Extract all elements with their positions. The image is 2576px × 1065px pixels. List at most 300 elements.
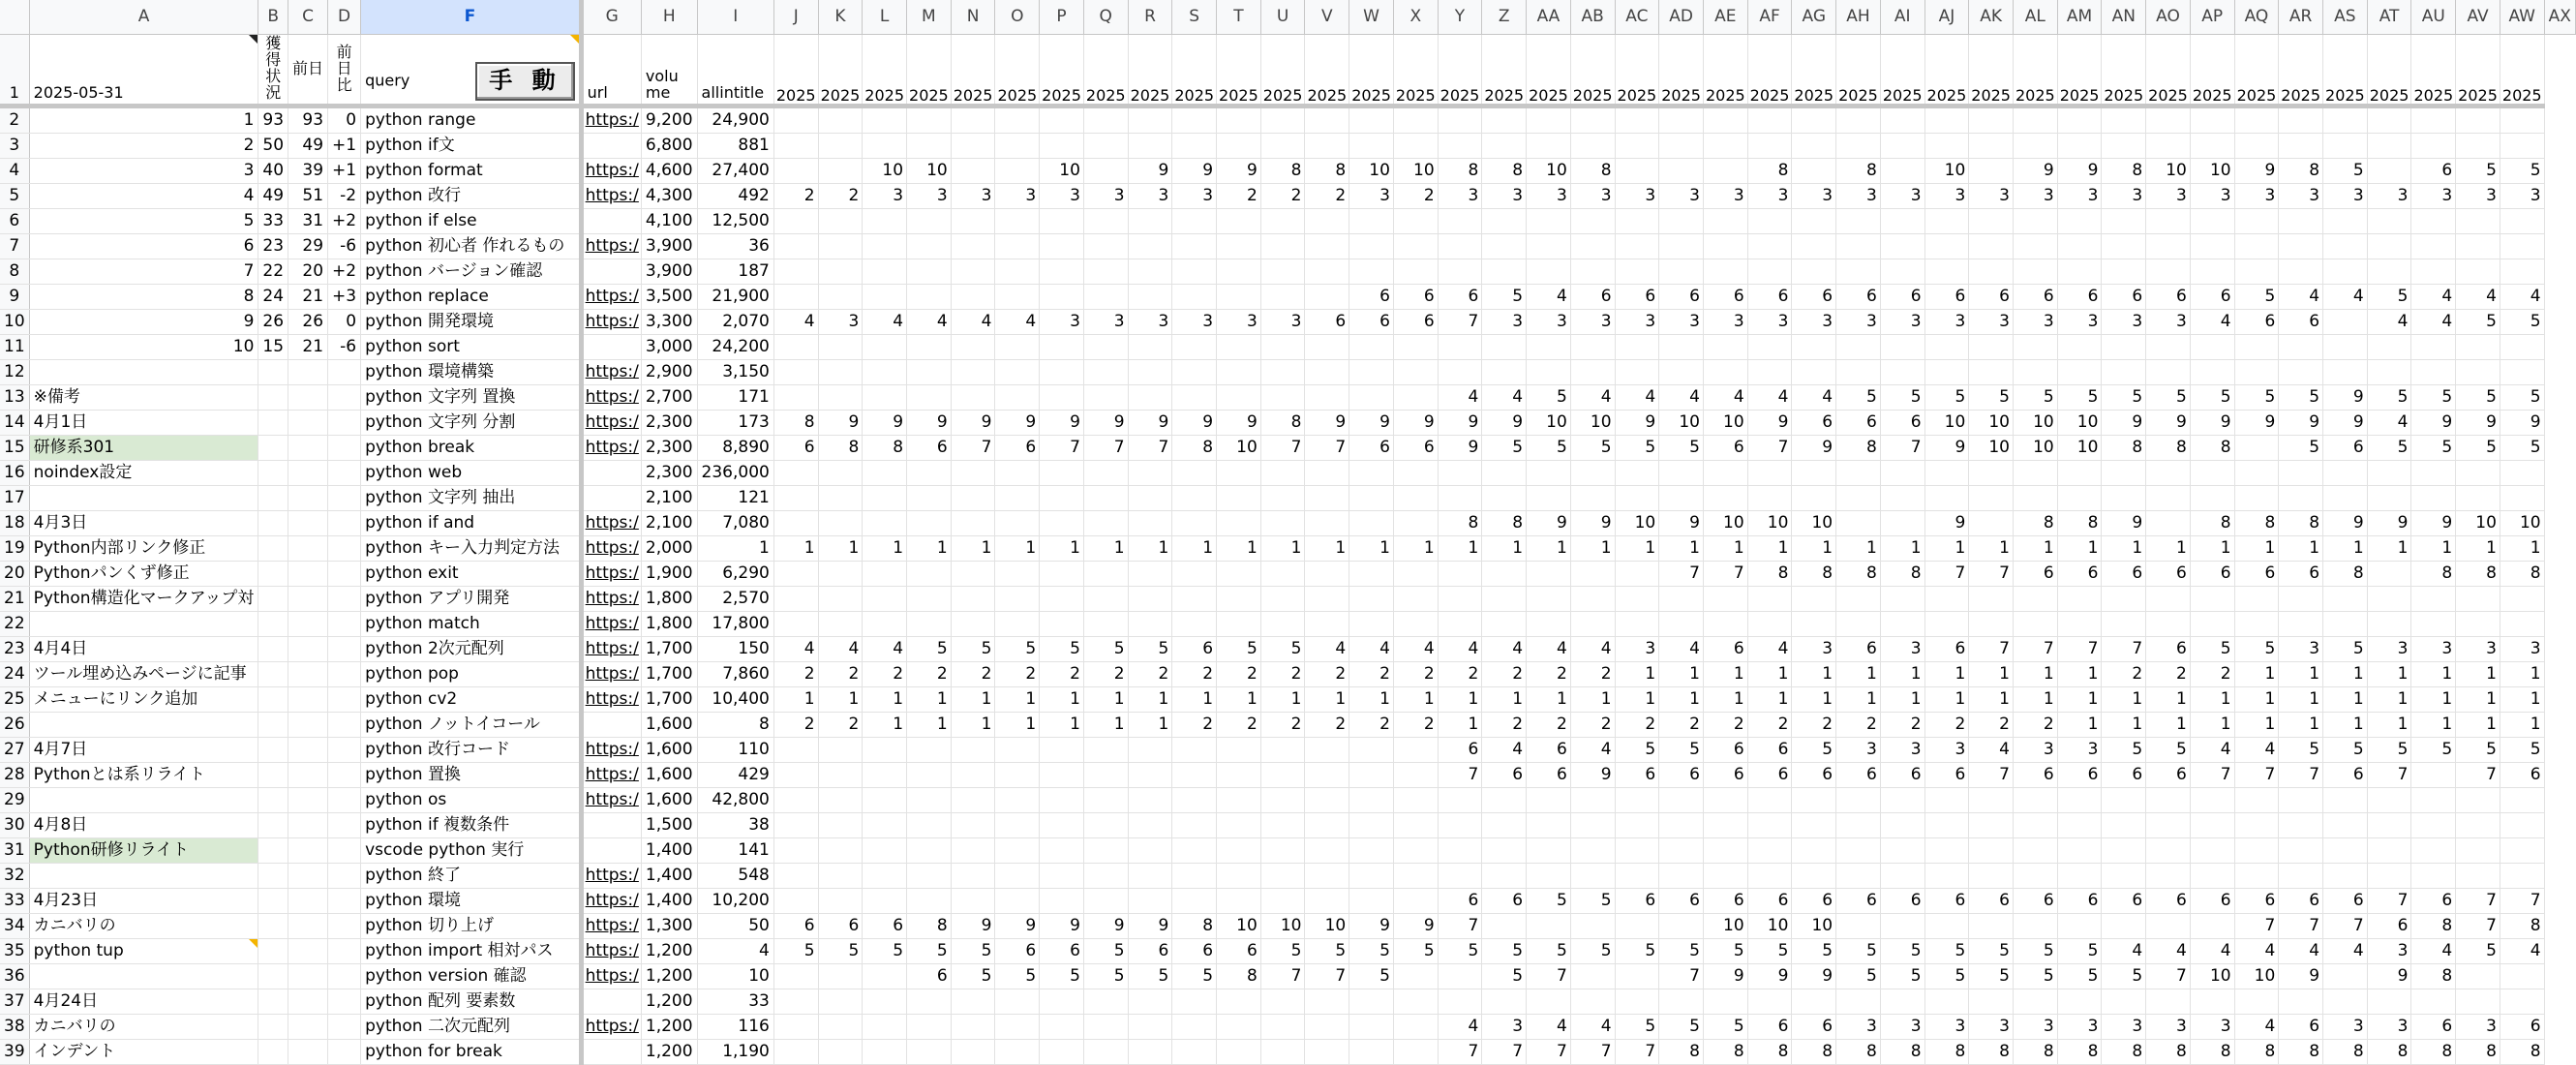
rank-cell[interactable] (1260, 360, 1305, 385)
rank-cell[interactable] (2234, 436, 2279, 461)
url-cell[interactable]: https:/ (581, 662, 641, 687)
rank-cell[interactable] (1924, 989, 1969, 1015)
rank-cell[interactable] (1615, 106, 1659, 134)
rank-cell[interactable] (2013, 360, 2057, 385)
rank-cell[interactable] (1792, 788, 1836, 813)
note-cell[interactable]: 5 (29, 209, 258, 234)
rank-cell[interactable] (907, 486, 952, 511)
rank-cell[interactable]: 5 (2367, 436, 2411, 461)
rank-cell[interactable] (1260, 486, 1305, 511)
rank-cell[interactable]: 2 (2013, 713, 2057, 738)
date-column-header[interactable]: 2025 (1305, 35, 1349, 106)
prev-day-cell[interactable] (288, 989, 328, 1015)
rank-cell[interactable] (1747, 788, 1792, 813)
rank-cell[interactable]: 6 (2279, 562, 2323, 587)
rank-cell[interactable] (1969, 335, 2014, 360)
volume-cell[interactable]: 6,800 (641, 134, 697, 159)
rank-cell[interactable] (2013, 813, 2057, 838)
rank-cell[interactable]: 1 (2190, 713, 2234, 738)
rank-cell[interactable]: 1 (1083, 687, 1128, 713)
column-header-aw[interactable]: AW (2500, 0, 2544, 35)
allintitle-cell[interactable]: 7,860 (697, 662, 773, 687)
rank-cell[interactable]: 9 (2500, 411, 2544, 436)
column-header-ax[interactable]: AX (2544, 0, 2575, 35)
rank-cell[interactable] (1570, 360, 1615, 385)
volume-cell[interactable]: 3,900 (641, 259, 697, 285)
ratio-cell[interactable] (328, 637, 361, 662)
prev-day-cell[interactable]: 29 (288, 234, 328, 259)
row-header[interactable]: 10 (0, 310, 29, 335)
rank-cell[interactable]: 6 (1703, 637, 1747, 662)
rank-cell[interactable] (1880, 360, 1924, 385)
rank-cell[interactable] (2367, 134, 2411, 159)
rank-cell[interactable] (2190, 360, 2234, 385)
rank-cell[interactable] (1615, 788, 1659, 813)
rank-cell[interactable]: 5 (2057, 939, 2102, 964)
rank-cell[interactable]: 1 (1172, 536, 1217, 562)
rank-cell[interactable] (2323, 335, 2368, 360)
column-header-an[interactable]: AN (2102, 0, 2146, 35)
rank-cell[interactable]: 2 (773, 713, 818, 738)
rank-cell[interactable]: 1 (2102, 713, 2146, 738)
rank-cell[interactable]: 6 (2057, 763, 2102, 788)
rank-cell[interactable]: 6 (1836, 763, 1881, 788)
rank-cell[interactable]: 6 (1393, 310, 1438, 335)
url-cell[interactable]: https:/ (581, 184, 641, 209)
allintitle-cell[interactable]: 24,200 (697, 335, 773, 360)
rank-cell[interactable]: 1 (2279, 687, 2323, 713)
rank-cell[interactable] (2500, 461, 2544, 486)
rank-cell[interactable] (2456, 813, 2500, 838)
rank-cell[interactable]: 3 (2013, 184, 2057, 209)
query-cell[interactable]: python 文字列 置換 (361, 385, 582, 411)
rank-cell[interactable]: 8 (773, 411, 818, 436)
volume-cell[interactable]: 3,900 (641, 234, 697, 259)
volume-cell[interactable]: 1,800 (641, 587, 697, 612)
ratio-cell[interactable] (328, 536, 361, 562)
rank-cell[interactable] (818, 1040, 863, 1065)
rank-cell[interactable]: 6 (1349, 285, 1394, 310)
rank-cell[interactable]: 7 (1747, 436, 1792, 461)
rank-cell[interactable] (2102, 788, 2146, 813)
rank-cell[interactable] (2190, 788, 2234, 813)
column-header-ad[interactable]: AD (1659, 0, 1704, 35)
rank-cell[interactable]: 6 (1217, 939, 1261, 964)
rank-cell[interactable]: 9 (2279, 964, 2323, 989)
note-cell[interactable]: 8 (29, 285, 258, 310)
rank-cell[interactable] (2367, 612, 2411, 637)
rank-cell[interactable] (2411, 612, 2456, 637)
rank-cell[interactable] (1570, 209, 1615, 234)
rank-cell[interactable] (951, 486, 995, 511)
rank-cell[interactable] (2146, 259, 2191, 285)
rank-cell[interactable] (1305, 864, 1349, 889)
rank-cell[interactable] (1482, 788, 1527, 813)
rank-cell[interactable] (2013, 612, 2057, 637)
rank-cell[interactable]: 5 (2234, 385, 2279, 411)
rank-cell[interactable]: 7 (951, 436, 995, 461)
rank-cell[interactable] (1393, 511, 1438, 536)
rank-cell[interactable]: 1 (1482, 687, 1527, 713)
rank-cell[interactable]: 1 (1083, 713, 1128, 738)
rank-cell[interactable]: 4 (1570, 637, 1615, 662)
rank-cell[interactable] (2500, 838, 2544, 864)
rank-cell[interactable]: 1 (1969, 687, 2014, 713)
allintitle-cell[interactable]: 110 (697, 738, 773, 763)
column-header-at[interactable]: AT (2367, 0, 2411, 35)
rank-cell[interactable] (1128, 134, 1172, 159)
rank-cell[interactable] (2411, 360, 2456, 385)
rank-cell[interactable] (1128, 335, 1172, 360)
rank-cell[interactable]: 6 (1703, 738, 1747, 763)
rank-cell[interactable]: 1 (1659, 662, 1704, 687)
acquired-header[interactable]: 獲得状況 (258, 35, 288, 106)
rank-cell[interactable] (1924, 587, 1969, 612)
rank-cell[interactable]: 6 (2102, 285, 2146, 310)
column-header-k[interactable]: K (818, 0, 863, 35)
rank-cell[interactable]: 1 (1438, 536, 1482, 562)
rank-cell[interactable]: 9 (995, 914, 1040, 939)
rank-cell[interactable] (1836, 914, 1881, 939)
rank-cell[interactable] (2190, 461, 2234, 486)
volume-cell[interactable]: 2,300 (641, 461, 697, 486)
date-column-header[interactable]: 2025 (818, 35, 863, 106)
allintitle-cell[interactable]: 171 (697, 385, 773, 411)
rank-cell[interactable] (2323, 838, 2368, 864)
volume-cell[interactable]: 2,100 (641, 486, 697, 511)
rank-cell[interactable] (2234, 788, 2279, 813)
rank-cell[interactable] (1747, 335, 1792, 360)
rank-cell[interactable] (907, 813, 952, 838)
rank-cell[interactable] (2411, 209, 2456, 234)
rank-cell[interactable]: 2 (1703, 713, 1747, 738)
rank-cell[interactable] (1217, 106, 1261, 134)
rank-cell[interactable]: 6 (1482, 889, 1527, 914)
rank-cell[interactable] (1924, 864, 1969, 889)
rank-cell[interactable] (1128, 989, 1172, 1015)
rank-cell[interactable]: 5 (1393, 939, 1438, 964)
rank-cell[interactable] (1305, 587, 1349, 612)
rank-cell[interactable]: 5 (2057, 385, 2102, 411)
rank-cell[interactable]: 2 (1305, 713, 1349, 738)
rank-cell[interactable]: 6 (1659, 285, 1704, 310)
rank-cell[interactable]: 3 (1792, 310, 1836, 335)
rank-cell[interactable] (1438, 838, 1482, 864)
allintitle-cell[interactable]: 36 (697, 234, 773, 259)
rank-cell[interactable]: 6 (1747, 889, 1792, 914)
row-header[interactable]: 2 (0, 106, 29, 134)
url-cell[interactable] (581, 209, 641, 234)
rank-cell[interactable] (2057, 587, 2102, 612)
rank-cell[interactable]: 6 (1040, 939, 1084, 964)
rank-cell[interactable] (1172, 335, 1217, 360)
rank-cell[interactable] (1393, 989, 1438, 1015)
rank-cell[interactable] (2279, 486, 2323, 511)
rank-cell[interactable] (1659, 360, 1704, 385)
rank-cell[interactable]: 2 (818, 713, 863, 738)
rank-cell[interactable]: 6 (2279, 889, 2323, 914)
ratio-cell[interactable] (328, 864, 361, 889)
rank-cell[interactable] (1747, 486, 1792, 511)
rank-cell[interactable]: 5 (2367, 385, 2411, 411)
ratio-cell[interactable] (328, 461, 361, 486)
rank-cell[interactable] (863, 1040, 907, 1065)
rank-cell[interactable] (995, 1015, 1040, 1040)
rank-cell[interactable] (907, 838, 952, 864)
prev-day-cell[interactable] (288, 562, 328, 587)
rank-cell[interactable]: 8 (1172, 436, 1217, 461)
ratio-cell[interactable] (328, 713, 361, 738)
rank-cell[interactable]: 7 (2500, 889, 2544, 914)
rank-cell[interactable] (1527, 562, 1571, 587)
url-cell[interactable]: https:/ (581, 864, 641, 889)
rank-cell[interactable] (1527, 461, 1571, 486)
rank-cell[interactable] (2234, 134, 2279, 159)
allintitle-cell[interactable]: 492 (697, 184, 773, 209)
rank-cell[interactable]: 6 (1393, 285, 1438, 310)
date-column-header[interactable]: 2025 (1570, 35, 1615, 106)
rank-cell[interactable] (2102, 360, 2146, 385)
rank-cell[interactable] (1703, 838, 1747, 864)
rank-cell[interactable]: 9 (1527, 511, 1571, 536)
rank-cell[interactable]: 10 (1393, 159, 1438, 184)
rank-cell[interactable] (1083, 1040, 1128, 1065)
rank-cell[interactable]: 7 (1260, 964, 1305, 989)
rank-cell[interactable] (1438, 360, 1482, 385)
rank-cell[interactable] (1747, 134, 1792, 159)
rank-cell[interactable] (2456, 259, 2500, 285)
rank-cell[interactable]: 5 (1349, 939, 1394, 964)
rank-cell[interactable]: 1 (1924, 662, 1969, 687)
rank-cell[interactable] (2102, 989, 2146, 1015)
rank-cell[interactable] (1792, 209, 1836, 234)
rank-cell[interactable]: 5 (1924, 939, 1969, 964)
rank-cell[interactable] (1393, 335, 1438, 360)
acquired-cell[interactable] (258, 687, 288, 713)
date-column-header[interactable]: 2025 (2411, 35, 2456, 106)
rank-cell[interactable]: 1 (2013, 662, 2057, 687)
column-header-aj[interactable]: AJ (1924, 0, 1969, 35)
url-cell[interactable]: https:/ (581, 360, 641, 385)
rank-cell[interactable]: 1 (1128, 687, 1172, 713)
rank-cell[interactable] (1217, 1015, 1261, 1040)
rank-cell[interactable]: 3 (1747, 184, 1792, 209)
rank-cell[interactable] (773, 1040, 818, 1065)
column-header-u[interactable]: U (1260, 0, 1305, 35)
rank-cell[interactable] (1128, 259, 1172, 285)
rank-cell[interactable]: 3 (2146, 1015, 2191, 1040)
rank-cell[interactable] (1393, 612, 1438, 637)
rank-cell[interactable]: 6 (1880, 285, 1924, 310)
rank-cell[interactable] (2279, 838, 2323, 864)
acquired-cell[interactable] (258, 511, 288, 536)
rank-cell[interactable] (2234, 106, 2279, 134)
rank-cell[interactable] (1217, 285, 1261, 310)
rank-cell[interactable]: 6 (1747, 763, 1792, 788)
acquired-cell[interactable]: 40 (258, 159, 288, 184)
column-header-ak[interactable]: AK (1969, 0, 2014, 35)
rank-cell[interactable]: 5 (1969, 964, 2014, 989)
rank-cell[interactable] (1527, 106, 1571, 134)
rank-cell[interactable] (1570, 914, 1615, 939)
rank-cell[interactable] (1969, 511, 2014, 536)
rank-cell[interactable] (1792, 360, 1836, 385)
rank-cell[interactable]: 6 (1527, 763, 1571, 788)
row-header[interactable]: 15 (0, 436, 29, 461)
volume-cell[interactable]: 2,000 (641, 536, 697, 562)
rank-cell[interactable] (995, 738, 1040, 763)
rank-cell[interactable]: 2 (1305, 184, 1349, 209)
rank-cell[interactable] (863, 385, 907, 411)
rank-cell[interactable] (1969, 360, 2014, 385)
rank-cell[interactable] (1083, 461, 1128, 486)
rank-cell[interactable] (1217, 335, 1261, 360)
note-cell[interactable]: 3 (29, 159, 258, 184)
rank-cell[interactable] (1659, 159, 1704, 184)
rank-cell[interactable] (2456, 335, 2500, 360)
rank-cell[interactable]: 6 (2102, 889, 2146, 914)
rank-cell[interactable]: 4 (2190, 939, 2234, 964)
rank-cell[interactable] (1083, 864, 1128, 889)
column-header-ao[interactable]: AO (2146, 0, 2191, 35)
date-column-header[interactable]: 2025 (1172, 35, 1217, 106)
prev-day-cell[interactable] (288, 536, 328, 562)
rank-cell[interactable] (1260, 106, 1305, 134)
rank-cell[interactable]: 1 (1040, 687, 1084, 713)
rank-cell[interactable] (2500, 134, 2544, 159)
ratio-cell[interactable] (328, 738, 361, 763)
rank-cell[interactable]: 3 (2146, 310, 2191, 335)
rank-cell[interactable]: 5 (1615, 939, 1659, 964)
rank-cell[interactable] (2057, 234, 2102, 259)
rank-cell[interactable] (2500, 234, 2544, 259)
rank-cell[interactable]: 8 (2411, 1040, 2456, 1065)
rank-cell[interactable] (1172, 838, 1217, 864)
allintitle-cell[interactable]: 27,400 (697, 159, 773, 184)
rank-cell[interactable] (818, 106, 863, 134)
rank-cell[interactable]: 3 (2102, 1015, 2146, 1040)
ratio-cell[interactable] (328, 360, 361, 385)
rank-cell[interactable]: 10 (1969, 411, 2014, 436)
rank-cell[interactable]: 5 (2456, 159, 2500, 184)
column-header-h[interactable]: H (641, 0, 697, 35)
rank-cell[interactable] (1880, 511, 1924, 536)
url-cell[interactable] (581, 134, 641, 159)
rank-cell[interactable]: 5 (1703, 1015, 1747, 1040)
date-column-header[interactable]: 2025 (1924, 35, 1969, 106)
rank-cell[interactable] (1438, 106, 1482, 134)
rank-cell[interactable] (1172, 234, 1217, 259)
rank-cell[interactable]: 6 (1393, 436, 1438, 461)
rank-cell[interactable]: 3 (1836, 184, 1881, 209)
rank-cell[interactable] (1260, 285, 1305, 310)
acquired-cell[interactable] (258, 864, 288, 889)
rank-cell[interactable] (1792, 838, 1836, 864)
rank-cell[interactable] (2323, 209, 2368, 234)
rank-cell[interactable]: 4 (1615, 385, 1659, 411)
rank-cell[interactable] (1438, 209, 1482, 234)
rank-cell[interactable]: 1 (2456, 713, 2500, 738)
allintitle-cell[interactable]: 12,500 (697, 209, 773, 234)
rank-cell[interactable]: 10 (2013, 411, 2057, 436)
rank-cell[interactable] (1083, 738, 1128, 763)
query-cell[interactable]: python version 確認 (361, 964, 582, 989)
column-header-n[interactable]: N (951, 0, 995, 35)
rank-cell[interactable] (863, 738, 907, 763)
rank-cell[interactable] (1792, 486, 1836, 511)
rank-cell[interactable]: 3 (1083, 310, 1128, 335)
rank-cell[interactable] (1482, 106, 1527, 134)
rank-cell[interactable]: 5 (2411, 738, 2456, 763)
rank-cell[interactable]: 4 (2234, 939, 2279, 964)
rank-cell[interactable]: 9 (1570, 763, 1615, 788)
rank-cell[interactable] (1703, 360, 1747, 385)
rank-cell[interactable] (1438, 612, 1482, 637)
note-cell[interactable] (29, 612, 258, 637)
rank-cell[interactable]: 5 (2013, 964, 2057, 989)
rank-cell[interactable]: 7 (2234, 763, 2279, 788)
rank-cell[interactable]: 10 (1527, 159, 1571, 184)
rank-cell[interactable]: 9 (1349, 914, 1394, 939)
ratio-cell[interactable]: -2 (328, 184, 361, 209)
rank-cell[interactable]: 5 (907, 637, 952, 662)
rank-cell[interactable]: 6 (1924, 637, 1969, 662)
url-cell[interactable] (581, 1040, 641, 1065)
rank-cell[interactable]: 3 (1659, 310, 1704, 335)
rank-cell[interactable] (951, 1040, 995, 1065)
rank-cell[interactable]: 5 (1527, 436, 1571, 461)
rank-cell[interactable] (2234, 587, 2279, 612)
rank-cell[interactable] (1349, 587, 1394, 612)
volume-cell[interactable]: 1,400 (641, 838, 697, 864)
rank-cell[interactable]: 5 (2500, 436, 2544, 461)
rank-cell[interactable] (1527, 864, 1571, 889)
rank-cell[interactable] (1836, 838, 1881, 864)
rank-cell[interactable]: 3 (1615, 184, 1659, 209)
rank-cell[interactable] (773, 106, 818, 134)
query-cell[interactable]: python ノットイコール (361, 713, 582, 738)
rank-cell[interactable] (951, 285, 995, 310)
rank-cell[interactable] (2057, 788, 2102, 813)
rank-cell[interactable] (2013, 335, 2057, 360)
rank-cell[interactable] (2279, 335, 2323, 360)
rank-cell[interactable]: 6 (1703, 763, 1747, 788)
rank-cell[interactable] (1040, 738, 1084, 763)
rank-cell[interactable]: 5 (2013, 385, 2057, 411)
rank-cell[interactable] (1349, 486, 1394, 511)
rank-cell[interactable] (2102, 209, 2146, 234)
rank-cell[interactable]: 8 (2323, 562, 2368, 587)
rank-cell[interactable] (1172, 486, 1217, 511)
rank-cell[interactable] (1924, 259, 1969, 285)
volume-cell[interactable]: 2,300 (641, 411, 697, 436)
note-cell[interactable]: カニバリの (29, 1015, 258, 1040)
rank-cell[interactable]: 8 (2190, 436, 2234, 461)
rank-cell[interactable]: 8 (1836, 159, 1881, 184)
rank-cell[interactable]: 1 (1438, 713, 1482, 738)
rank-cell[interactable] (1305, 234, 1349, 259)
url-cell[interactable]: https:/ (581, 612, 641, 637)
rank-cell[interactable]: 5 (2190, 385, 2234, 411)
rank-cell[interactable]: 2 (2190, 662, 2234, 687)
rank-cell[interactable]: 9 (1040, 411, 1084, 436)
rank-cell[interactable] (1305, 511, 1349, 536)
rank-cell[interactable]: 6 (1438, 285, 1482, 310)
rank-cell[interactable] (1260, 788, 1305, 813)
rank-cell[interactable] (1305, 360, 1349, 385)
rank-cell[interactable] (995, 562, 1040, 587)
rank-cell[interactable]: 3 (2456, 1015, 2500, 1040)
